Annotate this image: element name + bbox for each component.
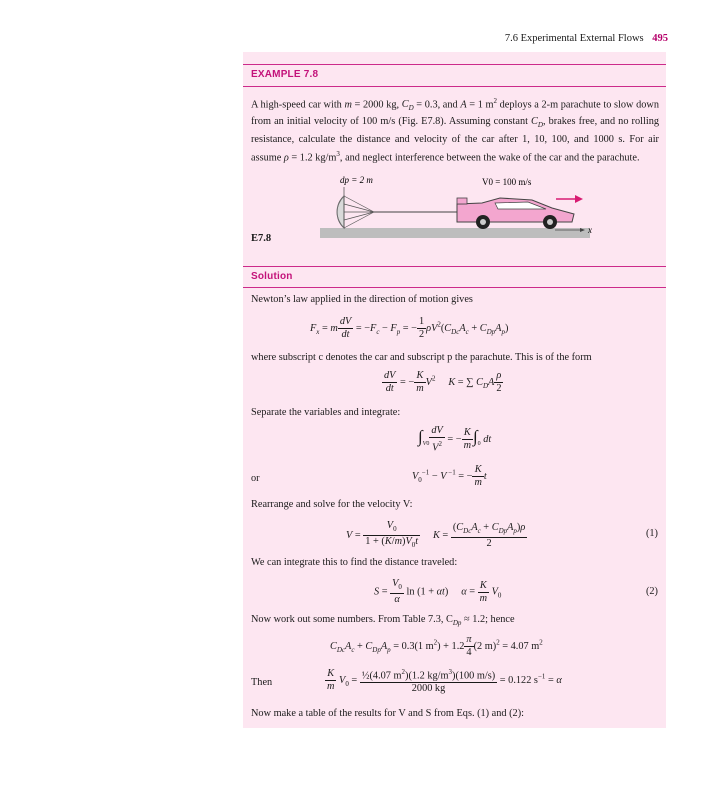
problem-text: A high-speed car with m = 2000 kg, $C_D = 0.3$, and A = 1 $m^2$ deploys a 2-m parachute to slow down from an initial velocity of 100 m/s (Fig. E7.8). Assuming constant $C_D$, brakes free, and no rolling resistance, calculate the distance and velocity of the car after 1, 10, 100, and 1000 s. For air assume ρ = 1.2 $kg/m^3$, and neglect interference between the wake of the car and the parachute.: [251, 97, 659, 163]
example-title: EXAMPLE 7.8: [251, 69, 319, 80]
ground: [320, 228, 590, 238]
equation-alpha: $\frac{K}{m}$ $V_0$ = $\frac{\frac{1}{2}(4.07 m^2)(1.2 kg/m^3)(100 m/s)}{2000 kg}$ = 0.122 $s^{-1} = \alpha$: [327, 668, 562, 695]
equation-number-1: (1): [645, 528, 658, 539]
equation-integral: $\int_{V0}$ $\frac{dV}{V^2}$ = − $\frac{K}{m}$ $\int_0$ dt: [418, 425, 492, 454]
solution-title: Solution: [251, 271, 293, 282]
equation-number-2: (2): [645, 586, 658, 597]
newton-text: Newton’s law applied in the direction of motion gives: [251, 294, 473, 305]
solution-top-rule: [243, 266, 666, 267]
numbers-text: Now work out some numbers. From Table 7.3, $C_{Dp} \approx 1.2$; hence: [251, 614, 515, 628]
section-title: 7.6 Experimental External Flows: [504, 33, 644, 44]
running-header: [505, 33, 668, 44]
equation-result: $V_0^{-1} - V$ $^{-1}$ = − $\frac{K}{m}$ t: [412, 464, 487, 488]
equation-newton: $F_x = m$ $\frac{dV}{dt}$ = $-F_c - F_p$ = − $\frac{1}{2}$ $\rho V^2(C_{Dc}A_c + C_{Dp}A_p)$: [310, 316, 509, 340]
x-label: x: [588, 225, 592, 235]
parachute-icon: [337, 196, 374, 228]
table-text: Now make a table of the results for V and S from Eqs. (1) and (2):: [251, 708, 524, 719]
equation-distance: S = $\frac{V_0}{\alpha}$ ln (1 + αt) α = $\frac{K}{m}$ $V_0$: [374, 578, 502, 606]
equation-area-sum: $C_{Dc}A_c + C_{Dp}A_p = 0.3(1$ $m^2) + 1.2$ $\frac{\pi}{4}$ (2 m)$^2$ = 4.07 $m^2$: [330, 634, 543, 658]
figure-e7-8: [300, 170, 600, 245]
where-text: where subscript c denotes the car and subscript p the parachute. This is of the form: [251, 352, 592, 363]
equation-velocity: V = $\frac{V_0}{1 + (K/m)V_0t}$ K = $\frac{(C_{Dc}A_c + C_{Dp}A_p)\rho}{2}$: [346, 520, 526, 550]
dp-label: dp = 2 m: [340, 175, 373, 185]
rearrange-text: Rearrange and solve for the velocity V:: [251, 499, 413, 510]
solution-title-rule: [243, 287, 666, 288]
or-text: or: [251, 473, 260, 484]
then-text: Then: [251, 677, 273, 688]
car-icon: [457, 198, 574, 229]
equation-form: $\frac{dV}{dt}$ = − $\frac{K}{m}$ $V^2$ K = ∑ $C_DA$ $\frac{\rho}{2}$: [384, 370, 502, 394]
example-title-rule: [243, 86, 666, 87]
example-top-rule: [243, 64, 666, 65]
page-number: 495: [652, 33, 668, 44]
figure-label: E7.8: [251, 233, 272, 244]
v0-label: V0 = 100 m/s: [482, 177, 532, 187]
separate-text: Separate the variables and integrate:: [251, 407, 401, 418]
integrate-text: We can integrate this to find the distance traveled:: [251, 557, 458, 568]
